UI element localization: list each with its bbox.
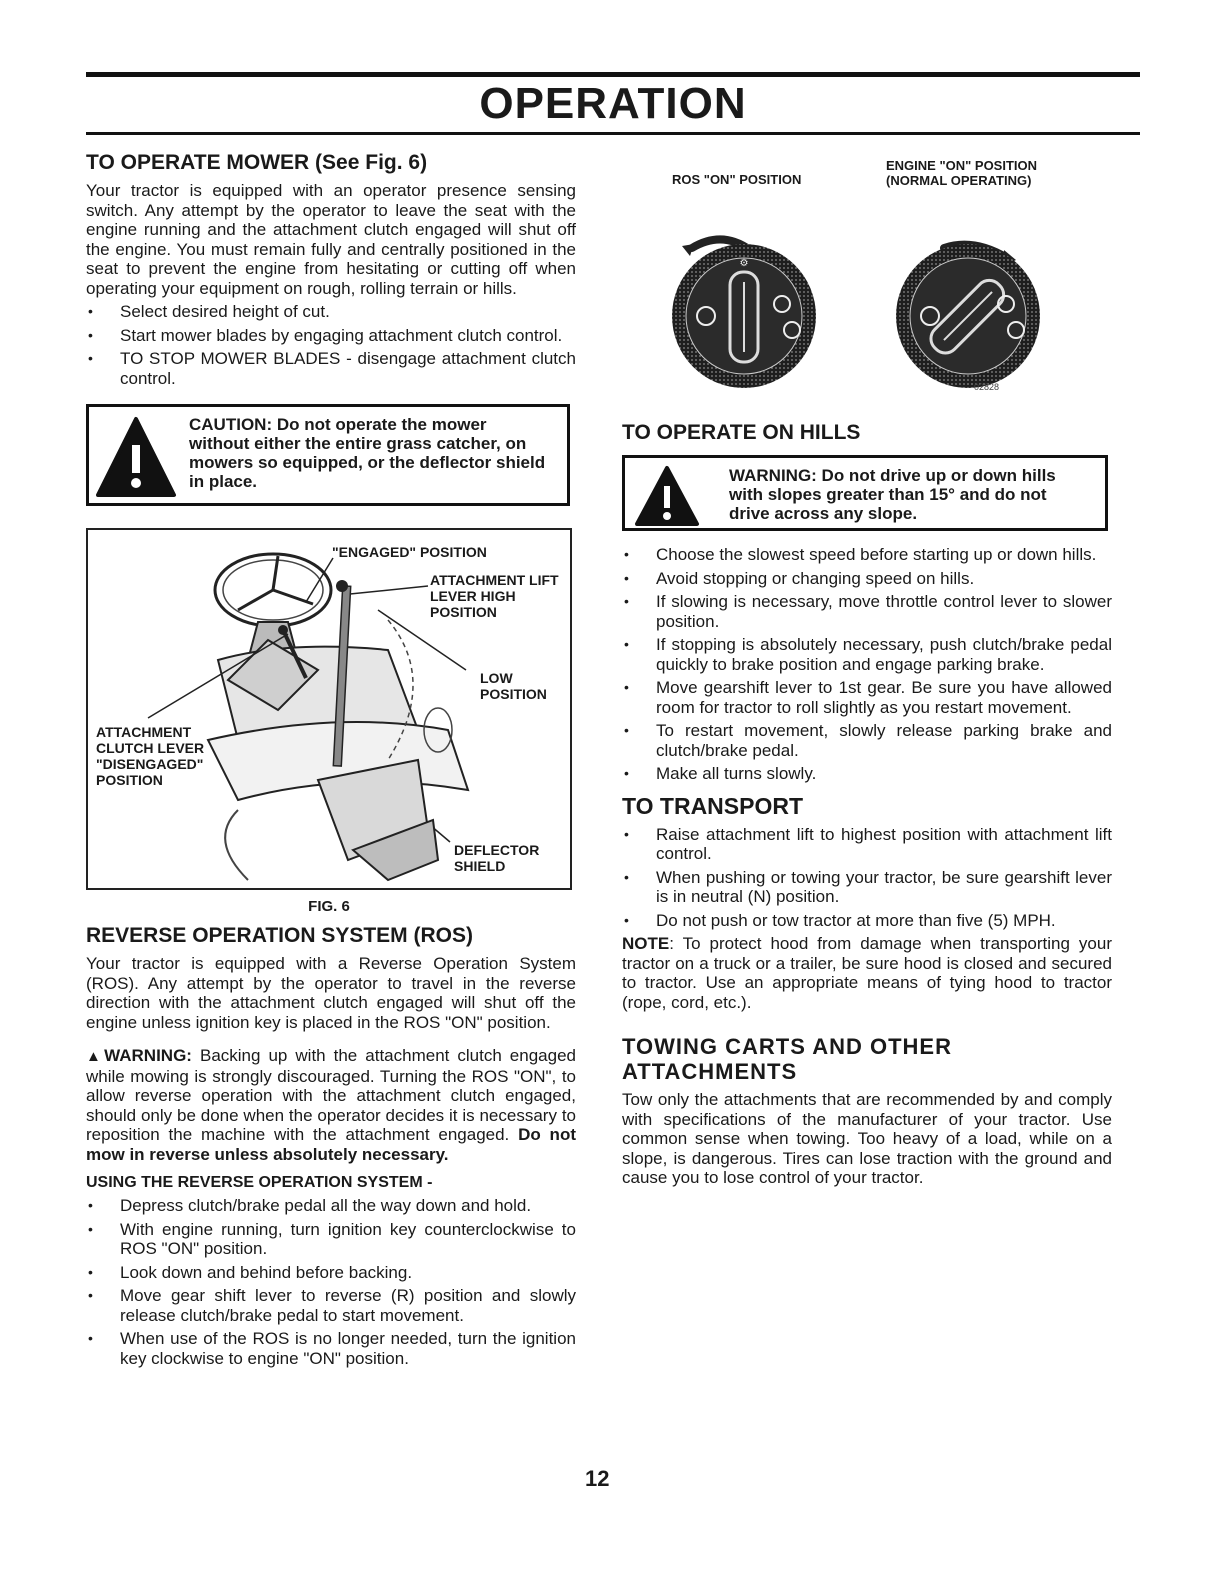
- list-item: • If stopping is absolutely necessary, push clutch/brake pedal quickly to brake position and engage parking brake.: [622, 635, 1112, 674]
- ros-warning-bold: Do not mow in reverse unless absolutely necessary.: [86, 1125, 576, 1164]
- list-item: • Look down and behind before backing.: [86, 1263, 576, 1283]
- hills-list: [622, 545, 1112, 784]
- list-item: • Make all turns slowly.: [622, 764, 1112, 784]
- list-item: • If slowing is necessary, move throttle control lever to slower position.: [622, 592, 1112, 631]
- engine-on-label-line1: ENGINE "ON" POSITION: [886, 158, 1038, 173]
- operate-mower-intro: Your tractor is equipped with an operator presence sensing switch. Any attempt by the operator to leave the seat with the engine running and the attachment clutch engaged will shut off the engine. You must remain fully and centrally positioned in the seat to prevent the engine from hesitating or cutting off when operating your equipment on rough, rolling terrain or hills.: [86, 181, 576, 298]
- list-item: • Move gear shift lever to reverse (R) position and slowly release clutch/brake pedal to start movement.: [86, 1286, 576, 1325]
- figure-6-caption: FIG. 6: [308, 898, 350, 915]
- transport-heading: TO TRANSPORT: [622, 792, 804, 819]
- ros-intro: Your tractor is equipped with a Reverse Operation System (ROS). Any attempt by the operator to travel in the reverse direction with the attachment clutch engaged will shut off the engine unless ignition key is placed in the ROS "ON" position.: [86, 954, 576, 1032]
- ros-warning: [86, 1046, 576, 1164]
- transport-note: [622, 934, 1112, 1012]
- warning-triangle-icon: [633, 464, 701, 528]
- list-item: • Select desired height of cut.: [86, 302, 576, 322]
- list-item: • TO STOP MOWER BLADES - disengage attachment clutch control.: [86, 349, 576, 388]
- clutch-lever-label: ATTACHMENT CLUTCH LEVER "DISENGAGED" POSITION: [96, 724, 205, 788]
- ros-heading: REVERSE OPERATION SYSTEM (ROS): [86, 924, 473, 947]
- using-ros-heading: USING THE REVERSE OPERATION SYSTEM -: [86, 1174, 433, 1191]
- hills-warning-text: WARNING: Do not drive up or down hills with slopes greater than 15° and do not drive across any slope.: [729, 466, 1056, 523]
- list-item: • When pushing or towing your tractor, be sure gearshift lever is in neutral (N) position.: [622, 868, 1112, 907]
- operate-mower-heading: TO OPERATE MOWER (See Fig. 6): [86, 151, 428, 174]
- lift-lever-label: ATTACHMENT LIFT LEVER HIGH POSITION: [430, 572, 559, 620]
- list-item: • To restart movement, slowly release parking brake and clutch/brake pedal.: [622, 721, 1112, 760]
- right-column: [622, 150, 1112, 1188]
- note-label: NOTE: [622, 934, 670, 953]
- svg-text:⚙: ⚙: [739, 258, 749, 269]
- towing-heading: TOWING CARTS AND OTHER ATTACHMENTS: [622, 1034, 952, 1084]
- operate-mower-list: [86, 302, 576, 388]
- figure-6: [86, 528, 572, 890]
- list-item: • Choose the slowest speed before starting up or down hills.: [622, 545, 1112, 565]
- engine-on-label: [886, 158, 1106, 188]
- list-item: • Do not push or tow tractor at more than five (5) MPH.: [622, 911, 1112, 931]
- page-number: 12: [585, 1466, 610, 1491]
- caution-text: CAUTION: Do not operate the mower without either the entire grass catcher, on mowers so equipped, or the deflector shield in place.: [189, 415, 546, 491]
- list-item: • Start mower blades by engaging attachment clutch control.: [86, 326, 576, 346]
- list-item: • Avoid stopping or changing speed on hills.: [622, 569, 1112, 589]
- ros-on-label: ROS "ON" POSITION: [672, 172, 802, 187]
- engaged-position-label: "ENGAGED" POSITION: [332, 544, 487, 560]
- small-warning-icon: ▲: [86, 1048, 105, 1065]
- ignition-dials-figure: [622, 150, 1112, 420]
- engine-on-label-line2: (NORMAL OPERATING): [886, 173, 1032, 188]
- hills-heading: TO OPERATE ON HILLS: [622, 421, 861, 444]
- caution-box: [86, 404, 570, 506]
- page-title: OPERATION: [479, 79, 747, 128]
- title-rule: [86, 132, 1140, 135]
- ignition-dials: [622, 210, 1112, 410]
- warning-triangle-icon: [95, 415, 177, 499]
- engine-on-dial: [896, 244, 1040, 388]
- list-item: • Move gearshift lever to 1st gear. Be sure you have allowed room for tractor to roll slightly as you restart movement.: [622, 678, 1112, 717]
- using-ros-list: [86, 1196, 576, 1368]
- towing-text: Tow only the attachments that are recommended by and comply with specifications of the manufacturer of your tractor. Use common sense when towing. Too heavy of a load, while on a slope, is dangerous. Tires can lose traction with the ground and cause you to lose control of your tractor.: [622, 1090, 1112, 1187]
- hills-warning-box: [622, 455, 1108, 531]
- list-item: • Depress clutch/brake pedal all the way down and hold.: [86, 1196, 576, 1216]
- ros-warning-label: WARNING:: [104, 1046, 192, 1065]
- list-item: • Raise attachment lift to highest position with attachment lift control.: [622, 825, 1112, 864]
- ros-warning-text: Backing up with the attachment clutch engaged while mowing is strongly discouraged. Turning the ROS "ON", to allow reverse operation with the attachment clutch engaged, should only be done when the operator decides it is necessary to reposition the machine with the attachment engaged.: [86, 1046, 576, 1144]
- part-code: 02828: [974, 382, 1000, 392]
- left-column: [86, 150, 576, 1372]
- ros-on-dial: [672, 239, 816, 388]
- deflector-shield-label: DEFLECTOR SHIELD: [454, 842, 540, 874]
- list-item: • When use of the ROS is no longer needed, turn the ignition key clockwise to engine "ON" position.: [86, 1329, 576, 1368]
- note-text: : To protect hood from damage when transporting your tractor on a truck or a trailer, be sure hood is closed and secured to tractor. Use an appropriate means of tying hood to tractor (rope, cord, etc.).: [622, 934, 1112, 1012]
- transport-list: [622, 825, 1112, 931]
- low-position-label: LOW POSITION: [480, 670, 547, 702]
- list-item: • With engine running, turn ignition key counterclockwise to ROS "ON" position.: [86, 1220, 576, 1259]
